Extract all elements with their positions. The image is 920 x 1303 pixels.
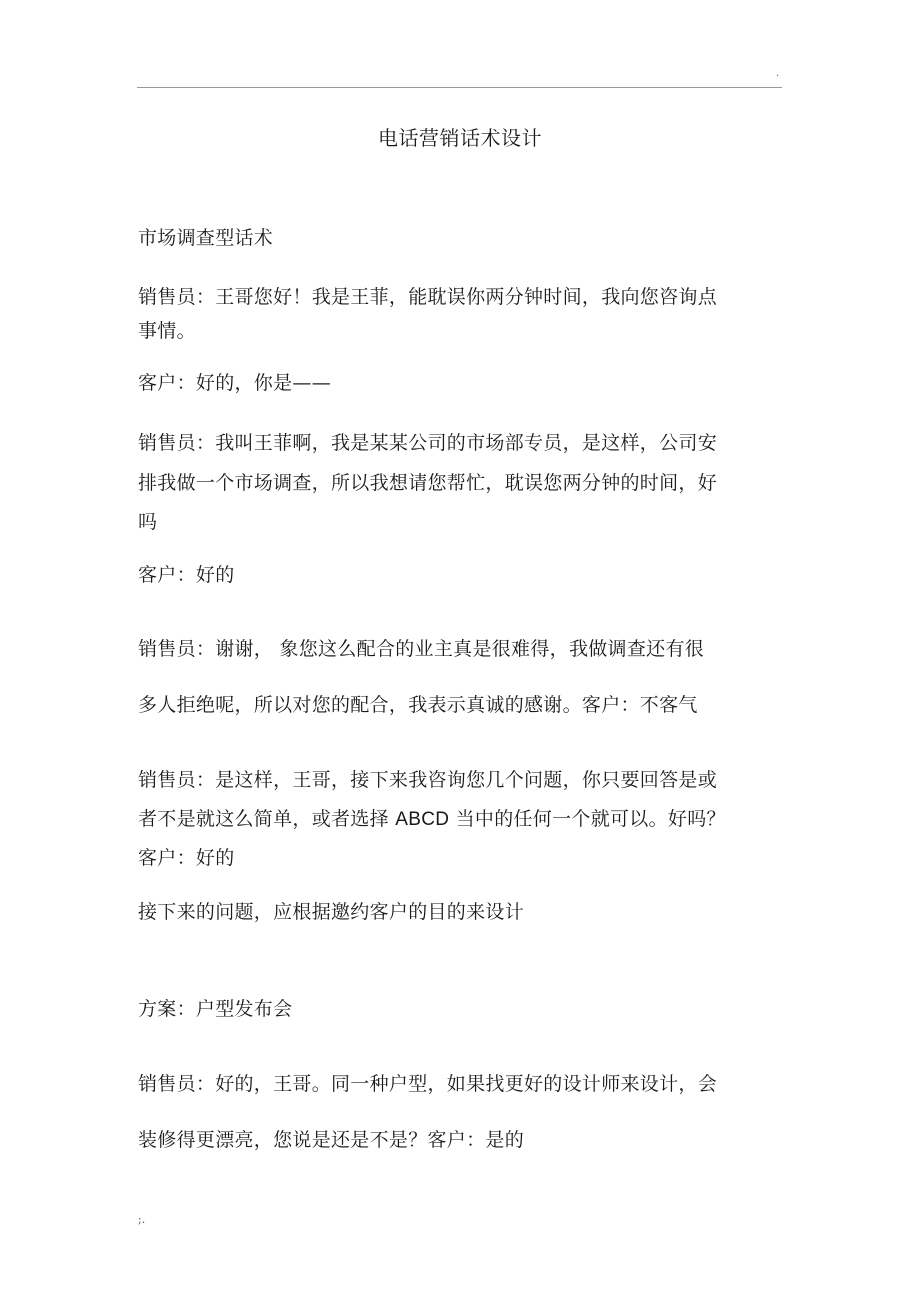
paragraph-line: 销售员：是这样，王哥，接下来我咨询您几个问题，你只要回答是或 — [138, 769, 718, 791]
paragraph-line: 销售员：我叫王菲啊，我是某某公司的市场部专员，是这样，公司安 — [138, 432, 718, 454]
section-heading-market-survey: 市场调查型话术 — [138, 227, 274, 249]
paragraph-line: 客户：好的 — [138, 564, 235, 586]
paragraph-line: 装修得更漂亮，您说是还是不是？客户：是的 — [138, 1129, 525, 1151]
line-segment: 者不是就这么简单，或者选择 — [138, 808, 396, 830]
paragraph-line: 多人拒绝呢，所以对您的配合，我表示真诚的感谢。客户：不客气 — [138, 694, 698, 716]
paragraph-line — [138, 806, 726, 833]
paragraph-line: 吗 — [138, 511, 158, 533]
line-segment-latin: ABCD — [395, 809, 450, 830]
line-segment: 当中的任何一个就可以。好吗？ — [449, 808, 726, 830]
paragraph-line: 客户：好的 — [138, 847, 235, 869]
paragraph-line: 销售员：谢谢， 象您这么配合的业主真是很难得，我做调查还有很 — [138, 638, 705, 660]
document-title: 电话营销话术设计 — [378, 126, 542, 150]
paragraph-line: 销售员：好的，王哥。同一种户型，如果找更好的设计师来设计，会 — [138, 1073, 718, 1095]
header-mark: . — [776, 68, 780, 79]
paragraph-line: 事情。 — [138, 320, 196, 342]
paragraph-line: 排我做一个市场调查，所以我想请您帮忙，耽误您两分钟的时间，好 — [138, 472, 718, 494]
paragraph-line: 客户：好的，你是—— — [138, 372, 332, 394]
section-heading-plan: 方案：户型发布会 — [138, 998, 293, 1020]
header-rule — [137, 87, 782, 88]
paragraph-line: 接下来的问题，应根据邀约客户的目的来设计 — [138, 901, 525, 923]
footer-mark: ;. — [138, 1213, 146, 1226]
paragraph-line: 销售员：王哥您好！我是王菲，能耽误你两分钟时间，我向您咨询点 — [138, 286, 718, 308]
